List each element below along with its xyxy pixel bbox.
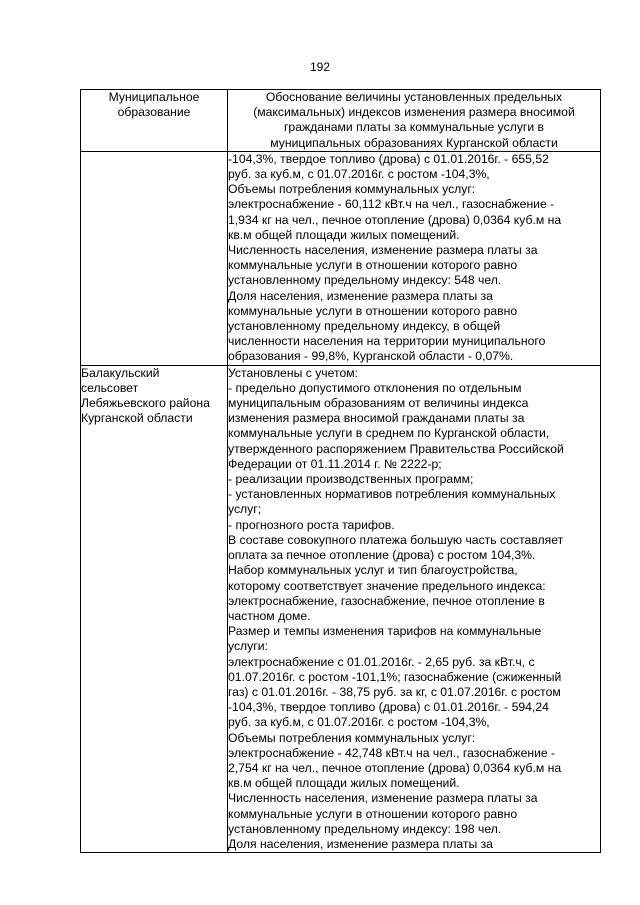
text-line: изменения размера вносимой гражданами платы за: [228, 411, 525, 426]
municipality-cell: [81, 151, 228, 365]
text-line: Размер и темпы изменения тарифов на коммунальные: [228, 624, 542, 639]
text-line: Численность населения, изменение размера платы за: [228, 791, 538, 806]
text-line: Объемы потребления коммунальных услуг:: [228, 182, 476, 197]
municipality-cell: [81, 365, 228, 853]
text-line: оплата за печное отопление (дрова) с ростом 104,3%.: [228, 548, 536, 563]
text-line: Установлены с учетом:: [228, 365, 358, 380]
header-municipality-cell: [81, 90, 228, 152]
table-header-row: [81, 90, 601, 152]
header-justification-line: Обоснование величины установленных предельных: [265, 90, 563, 104]
text-line: -104,3%, твердое топливо (дрова) с 01.01.2016г. - 594,24: [228, 700, 549, 715]
text-line: установленному предельному индексу, в общей: [228, 319, 501, 334]
text-line: установленному предельному индексу: 198 чел.: [228, 821, 502, 836]
table-row: [81, 151, 601, 365]
text-line: Объемы потребления коммунальных услуг:: [228, 730, 476, 745]
text-line: 01.07.2016г. с ростом -101,1%; газоснабжение (сжиженный: [228, 669, 562, 684]
text-line: муниципальным образованиям от величины индекса: [228, 396, 529, 411]
header-justification-line: гражданами платы за коммунальные услуги в: [283, 120, 545, 135]
text-line: установленному предельному индексу: 548 чел.: [228, 273, 502, 288]
text-line: утвержденного распоряжением Правительства Российской: [228, 441, 564, 456]
text-line: электроснабжение - 60,112 кВт.ч на чел., газоснабжение -: [228, 197, 555, 212]
text-line: Доля населения, изменение размера платы за: [228, 288, 493, 303]
text-line: электроснабжение с 01.01.2016г. - 2,65 руб. за кВт.ч, с: [228, 654, 535, 669]
text-line: Набор коммунальных услуг и тип благоустройства,: [228, 563, 518, 578]
text-line: Доля населения, изменение размера платы за: [228, 836, 493, 851]
text-line: коммунальные услуги в отношении которого равно: [228, 303, 518, 318]
header-justification-line: (максимальных) индексов изменения размера вносимой: [253, 105, 575, 120]
text-line: коммунальные услуги в отношении которого равно: [228, 806, 518, 821]
text-line: коммунальные услуги в отношении которого равно: [228, 258, 518, 273]
text-line: 1,934 кг на чел., печное отопление (дрова) 0,0364 куб.м на: [228, 212, 562, 227]
text-line: Численность населения, изменение размера платы за: [228, 243, 538, 258]
text-line: услуг;: [228, 502, 262, 517]
header-municipality-line: образование: [117, 105, 191, 120]
text-line: электроснабжение - 42,748 кВт.ч на чел., газоснабжение -: [228, 745, 556, 760]
text-line: коммунальные услуги в среднем по Курганской области,: [228, 426, 550, 441]
text-line: 2,754 кг на чел., печное отопление (дрова) 0,0364 куб.м на: [228, 760, 562, 775]
text-line: -104,3%, твердое топливо (дрова) с 01.01.2016г. - 655,52: [228, 151, 549, 166]
text-line: - установленных нормативов потребления коммунальных: [228, 487, 556, 502]
text-line: руб. за куб.м, с 01.07.2016г. с ростом -104,3%,: [228, 167, 490, 182]
justification-cell: [228, 151, 601, 365]
header-justification-cell: [228, 90, 601, 152]
justification-cell: [228, 365, 601, 853]
text-line: которому соответствует значение предельного индекса:: [228, 578, 546, 593]
text-line: газ) с 01.01.2016г. - 38,75 руб. за кг, с 01.07.2016г. с ростом: [228, 684, 561, 699]
table-row: [81, 365, 601, 853]
text-line: руб. за куб.м, с 01.07.2016г. с ростом -104,3%,: [228, 715, 490, 730]
text-line: частном доме.: [228, 608, 311, 623]
text-line: В составе совокупного платежа большую часть составляет: [228, 532, 564, 547]
text-line: - реализации производственных программ;: [228, 472, 474, 487]
municipality-name-line: Лебяжьевского района: [81, 396, 210, 411]
text-line: электроснабжение, газоснабжение, печное отопление в: [228, 593, 545, 608]
header-justification-line: муниципальных образованиях Курганской области: [270, 135, 558, 150]
page-number: 192: [309, 60, 331, 74]
text-line: услуги:: [228, 639, 268, 654]
municipality-name-line: Курганской области: [81, 411, 193, 426]
municipality-name-line: сельсовет: [81, 380, 139, 395]
text-line: Федерации от 01.11.2014 г. № 2222-р;: [228, 456, 442, 471]
text-line: - предельно допустимого отклонения по отдельным: [228, 380, 522, 395]
text-line: - прогнозного роста тарифов.: [228, 517, 395, 532]
header-municipality-line: Муниципальное: [108, 90, 200, 104]
municipal-index-table: [80, 89, 601, 853]
municipality-name-line: Балакульский: [81, 365, 160, 380]
text-line: кв.м общей площади жилых помещений.: [228, 227, 460, 242]
text-line: образования - 99,8%, Курганской области - 0,07%.: [228, 349, 514, 364]
text-line: численности населения на территории муниципального: [228, 334, 546, 349]
text-line: кв.м общей площади жилых помещений.: [228, 776, 460, 791]
